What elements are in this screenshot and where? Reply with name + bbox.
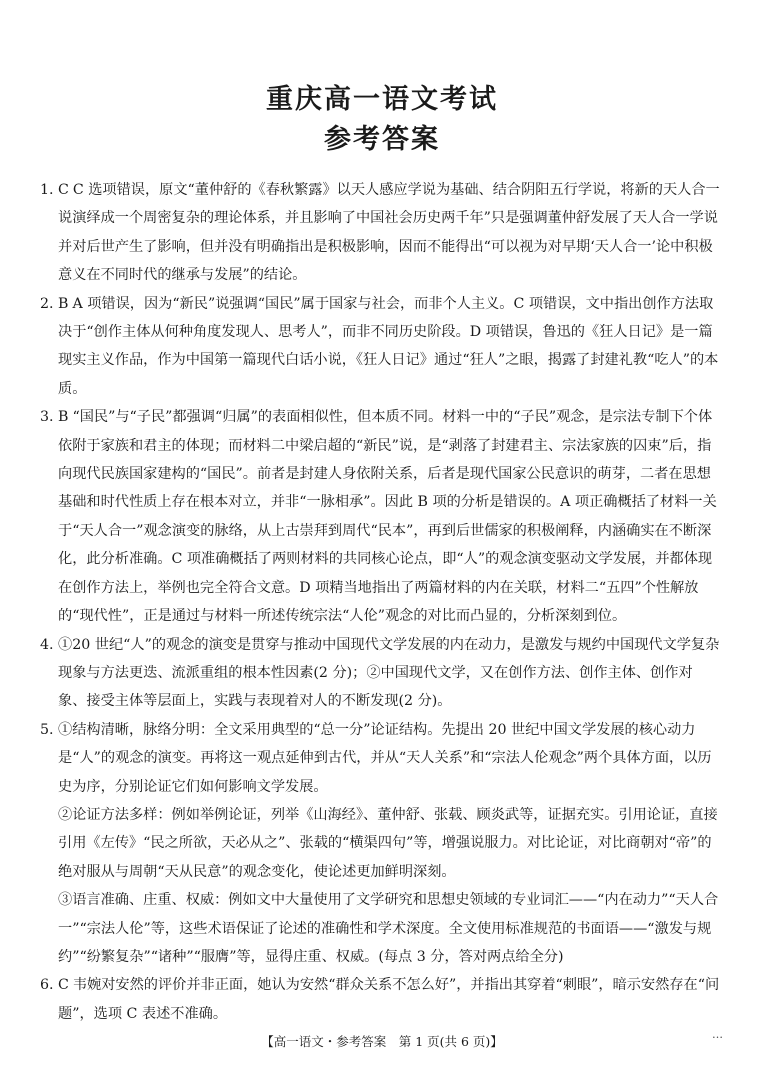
item-explanation-point-1: ①结构清晰，脉络分明：全文采用典型的“总一分”论证结构。先提出 20 世纪中国文学发展的核心动力是“人”的观念的演变。再将这一观点延伸到古代，并从“天人关系”和“宗法人伦观念”两个具体方面，以历史为序，分别论证它们如何影响文学发展。 xyxy=(58,721,712,795)
answer-item-1 xyxy=(40,176,720,290)
item-explanation: ①20 世纪“人”的观念的演变是贯穿与推动中国现代文学发展的内在动力，是激发与规约中国现代文学复杂现象与方法更迭、流派重组的根本性因素(2 分)；②中国现代文学，又在创作方法、创作主体、创作对象、接受主体等层面上，实践与表现着对人的不断发现(2 分)。 xyxy=(58,636,720,710)
answer-item-4 xyxy=(40,631,720,716)
page-footer: 【高一语文・参考答案 第 1 页(共 6 页)】 xyxy=(261,1034,503,1049)
item-explanation: “国民”与“子民”都强调“归属”的表面相似性，但本质不同。材料一中的“子民”观念，是宗法专制下个体依附于家族和君主的体现；而材料二中梁启超的“新民”说，是“剥落了封建君主、宗法家族的囚束”后，指向现代民族国家建构的“国民”。前者是封建人身依附关系，后者是现代国家公民意识的萌芽，二者在思想基础和时代性质上存在根本对立，并非“一脉相承”。因此 B 项的分析是错误的。A 项正确概括了材料一关于“天人合一”观念演变的脉络，从上古崇拜到周代“民本”，再到后世儒家的积极阐释，内涵确实在不断深化，此分析准确。C 项准确概括了两则材料的共同核心论点，即“人”的观念演变驱动文学发展，并都体现在创作方法上，举例也完全符合文意。D 项精当地指出了两篇材料的内在关联，材料二“五四”个性解放的“现代性”，正是通过与材料一所述传统宗法“人伦”观念的对比而凸显的，分析深刻到位。 xyxy=(58,409,717,625)
footer-mark: … xyxy=(712,1028,723,1041)
item-answer-letter: C xyxy=(58,182,69,198)
item-explanation: 韦婉对安然的评价并非正面，她认为安然“群众关系不怎么好”，并指出其穿着“刺眼”，暗示安然存在“问题”，选项 C 表述不准确。 xyxy=(58,977,720,1022)
answer-item-6 xyxy=(40,971,720,1028)
item-explanation-point-3: ③语言准确、庄重、权威：例如文中大量使用了文学研究和思想史领域的专业词汇——“内在动力”“天人合一”“宗法人伦”等，这些术语保证了论述的准确性和学术深度。全文使用标准规范的书面语——“激发与规约”“纷繁复杂”“诸种”“服膺”等，显得庄重、权威。(每点 3 分，答对两点给全分) xyxy=(58,892,719,965)
item-number: 4. xyxy=(40,636,54,653)
item-explanation: A 项错误，因为“新民”说强调“国民”属于国家与社会，而非个人主义。C 项错误，文中指出创作方法取决于“创作主体从何种角度发现人、思考人”，而非不同历史阶段。D 项错误，鲁迅的《狂人日记》是一篇现实主义作品，作为中国第一篇现代白话小说，《狂人日记》通过“狂人”之眼，揭露了封建礼教“吃人”的本质。 xyxy=(58,295,719,397)
page-title: 重庆高一语文考试 xyxy=(266,84,498,115)
item-number: 2. xyxy=(40,295,54,312)
item-explanation-point-2: ②论证方法多样：例如举例论证，列举《山海经》、董仲舒、张载、顾炎武等，证据充实。引用论证，直接引用《左传》“民之所欲，天必从之”、张载的“横渠四句”等，增强说服力。对比论证，对比商朝对“帝”的绝对服从与周朝“天从民意”的观念变化，使论述更加鲜明深刻。 xyxy=(58,806,718,880)
answer-item-3 xyxy=(40,403,720,630)
item-number: 3. xyxy=(40,409,54,426)
item-explanation: C 选项错误，原文“董仲舒的《春秋繁露》以天人感应学说为基础、结合阴阳五行学说，将新的天人合一说演绎成一个周密复杂的理论体系，并且影响了中国社会历史两千年”只是强调董仲舒发展了天人合一学说并对后世产生了影响，但并没有明确指出是积极影响，因而不能得出“可以视为对早期‘天人合一’论中积极意义在不同时代的继承与发展”的结论。 xyxy=(58,182,720,284)
item-number: 1. xyxy=(40,182,54,198)
answer-list xyxy=(40,176,720,1028)
answer-item-2 xyxy=(40,290,720,404)
item-answer-letter: B xyxy=(58,409,69,426)
item-number: 5. xyxy=(40,721,54,738)
item-number: 6. xyxy=(40,977,54,994)
item-answer-letter: C xyxy=(58,977,69,994)
item-answer-letter: B xyxy=(58,295,69,312)
page-subtitle: 参考答案 xyxy=(324,124,440,155)
answer-item-5 xyxy=(40,716,720,972)
